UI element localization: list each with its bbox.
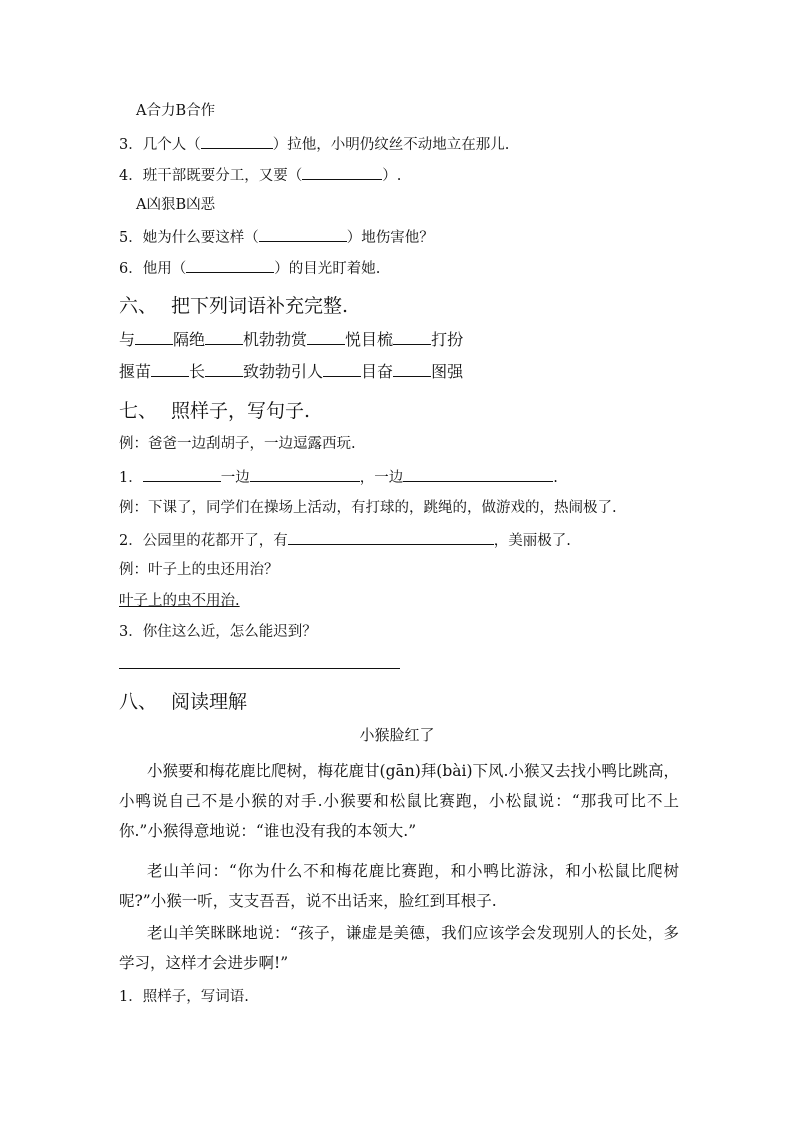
answer-blank[interactable] bbox=[205, 329, 243, 345]
example-3: 例：叶子上的虫还用治？ bbox=[119, 562, 279, 578]
reading-question-1: 1．照样子，写词语. bbox=[119, 989, 249, 1005]
options-line-1: A合力B合作 bbox=[136, 103, 216, 119]
story-paragraph-2: 老山羊问：“你为什么不和梅花鹿比赛跑，和小鸭比游泳，和小松鼠比爬树呢?”小猴一听，支支吾吾，说不出话来，脸红到耳根子. bbox=[119, 862, 679, 910]
answer-blank[interactable] bbox=[393, 329, 431, 345]
question-3: 3．几个人（ ）拉他，小明仍纹丝不动地立在那儿. bbox=[119, 133, 509, 155]
answer-blank[interactable] bbox=[151, 361, 189, 377]
story-title: 小猴脸红了 bbox=[359, 726, 435, 744]
answer-blank[interactable] bbox=[250, 466, 360, 482]
options-line-2: A凶狠B凶恶 bbox=[136, 197, 216, 213]
question-7-2: 2．公园里的花都开了，有 ，美丽极了. bbox=[119, 529, 571, 551]
answer-blank[interactable] bbox=[307, 329, 345, 345]
idiom-row-1: 与 隔绝 机勃勃赏 悦目梳 打扮 bbox=[119, 330, 464, 349]
section-6-heading: 六、 把下列词语补充完整. bbox=[119, 295, 349, 317]
answer-blank[interactable] bbox=[393, 361, 431, 377]
section-7-heading: 七、 照样子，写句子. bbox=[119, 400, 311, 422]
answer-blank[interactable] bbox=[186, 257, 274, 273]
question-6: 6．他用（ ）的目光盯着她. bbox=[119, 257, 380, 279]
answer-blank[interactable] bbox=[403, 466, 553, 482]
question-7-3: 3．你住这么近，怎么能迟到？ bbox=[119, 624, 317, 640]
answer-blank[interactable] bbox=[205, 361, 243, 377]
answer-blank[interactable] bbox=[288, 529, 494, 545]
answer-blank[interactable] bbox=[201, 133, 273, 149]
question-4: 4．班干部既要分工，又要（ ）. bbox=[119, 164, 401, 186]
story-paragraph-1: 小猴要和梅花鹿比爬树，梅花鹿甘(gān)拜(bài)下风.小猴又去找小鸭比跳高，小鸭说自己不是小猴的对手.小猴要和松鼠比赛跑，小松鼠说：“那我可比不上你.”小猴得意地说：“谁也没有我的本领大.” bbox=[119, 762, 679, 840]
example-2: 例：下课了，同学们在操场上活动，有打球的，跳绳的，做游戏的，热闹极了. bbox=[119, 500, 617, 516]
answer-blank[interactable] bbox=[323, 361, 361, 377]
story-paragraph-3: 老山羊笑眯眯地说：“孩子，谦虚是美德，我们应该学会发现别人的长处，多学习，这样才会进步啊!” bbox=[119, 924, 679, 972]
answer-blank[interactable] bbox=[302, 164, 382, 180]
idiom-row-2: 揠苗 长 致勃勃引人 目奋 图强 bbox=[119, 362, 464, 381]
section-8-heading: 八、 阅读理解 bbox=[119, 691, 248, 713]
answer-blank[interactable] bbox=[143, 466, 221, 482]
question-5: 5．她为什么要这样（ ）地伤害他？ bbox=[119, 226, 434, 248]
answer-line[interactable] bbox=[119, 668, 400, 669]
question-7-1: 1． 一边 ，一边 . bbox=[119, 466, 558, 488]
answer-blank[interactable] bbox=[135, 329, 173, 345]
example-1: 例：爸爸一边刮胡子，一边逗露西玩. bbox=[119, 436, 356, 452]
example-3-answer: 叶子上的虫不用治. bbox=[119, 593, 240, 609]
answer-blank[interactable] bbox=[259, 226, 347, 242]
